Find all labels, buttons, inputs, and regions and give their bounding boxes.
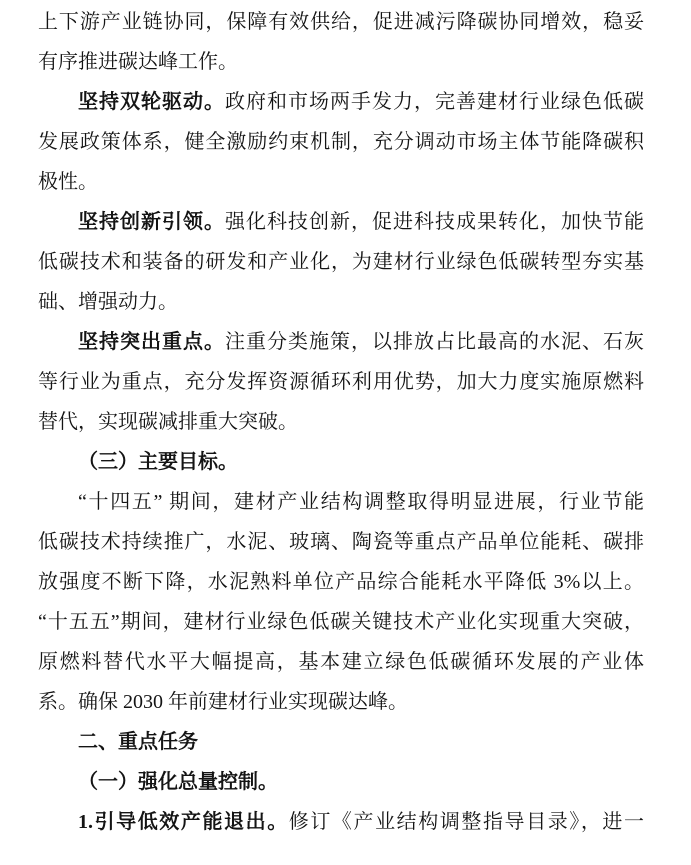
body-text: “十五五”期间，建材行业绿色低碳关键技术产业化实现重大突破， (38, 611, 644, 633)
paragraph-end-line (38, 682, 644, 722)
body-line (38, 122, 644, 162)
paragraph-end-line (38, 162, 644, 202)
body-text: 注重分类施策，以排放占比最高的水泥、石灰 (225, 331, 644, 353)
body-line (38, 642, 644, 682)
body-line (38, 522, 644, 562)
section-heading-text: 二、重点任务 (78, 731, 198, 753)
body-line (38, 242, 644, 282)
paragraph-end-line (38, 402, 644, 442)
bold-lead-text: 坚持双轮驱动。 (78, 91, 225, 113)
bold-lead-text: 坚持突出重点。 (78, 331, 225, 353)
body-text: 等行业为重点，充分发挥资源循环利用优势，加大力度实施原燃料 (38, 371, 644, 393)
body-text: 原燃料替代水平大幅提高，基本建立绿色低碳循环发展的产业体 (38, 651, 644, 673)
paragraph-start-line (38, 322, 644, 362)
body-line (38, 602, 644, 642)
bold-lead-text: 1.引导低效产能退出。 (78, 811, 289, 833)
body-text: 政府和市场两手发力，完善建材行业绿色低碳 (225, 91, 644, 113)
heading-key-tasks (38, 722, 644, 762)
body-text: 发展政策体系，健全激励约束机制，充分调动市场主体节能降碳积 (38, 131, 644, 153)
body-text: 础、增强动力。 (38, 291, 178, 313)
body-text: 低碳技术和装备的研发和产业化，为建材行业绿色低碳转型夯实基 (38, 251, 644, 273)
subheading-text: （一）强化总量控制。 (78, 771, 278, 793)
body-text: 上下游产业链协同，保障有效供给，促进减污降碳协同增效，稳妥 (38, 11, 644, 33)
body-text: “十四五” 期间，建材产业结构调整取得明显进展，行业节能 (78, 491, 644, 513)
body-text: 修订《产业结构调整指导目录》，进一 (288, 811, 644, 833)
body-text: 放强度不断下降，水泥熟料单位产品综合能耗水平降低 3%以上。 (38, 571, 644, 593)
body-text: 极性。 (38, 171, 98, 193)
paragraph-end-line (38, 42, 644, 82)
body-text: 系。确保 2030 年前建材行业实现碳达峰。 (38, 691, 408, 713)
body-text: 替代，实现碳减排重大突破。 (38, 411, 298, 433)
body-text: 有序推进碳达峰工作。 (38, 51, 238, 73)
subheading-main-goals (38, 442, 644, 482)
body-text: 低碳技术持续推广，水泥、玻璃、陶瓷等重点产品单位能耗、碳排 (38, 531, 644, 553)
subheading-total-control (38, 762, 644, 802)
subheading-text: （三）主要目标。 (78, 451, 238, 473)
paragraph-start-line (38, 802, 644, 842)
body-line (38, 2, 644, 42)
body-text: 强化科技创新，促进科技成果转化，加快节能 (225, 211, 644, 233)
body-line (38, 362, 644, 402)
paragraph-start-line (38, 202, 644, 242)
body-line (38, 562, 644, 602)
bold-lead-text: 坚持创新引领。 (78, 211, 225, 233)
paragraph-start-line (38, 82, 644, 122)
paragraph-start-line (38, 482, 644, 522)
paragraph-end-line (38, 282, 644, 322)
